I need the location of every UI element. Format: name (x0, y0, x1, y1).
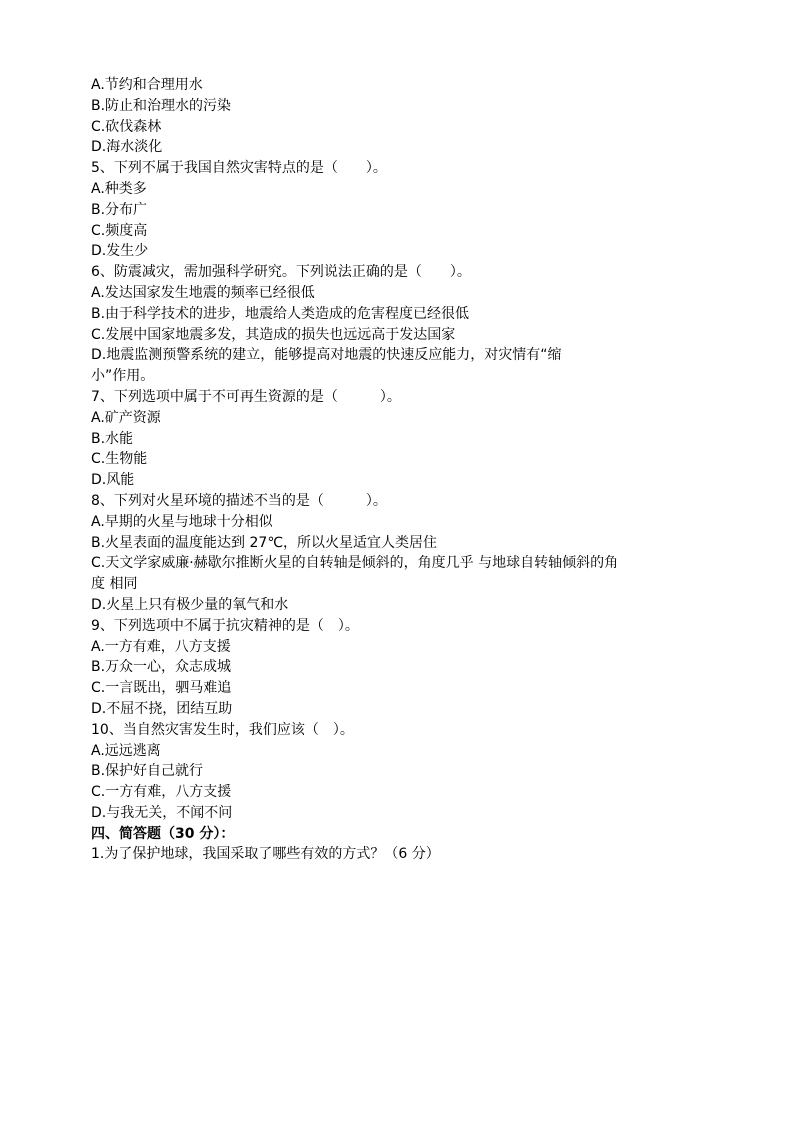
option-line: B.万众一心，众志成城 (91, 659, 232, 676)
option-line: A.节约和合理用水 (91, 77, 203, 93)
option-line: C.发展中国家地震多发，其造成的损失也远远高于发达国家 (91, 326, 456, 343)
option-line: D.火星上只有极少量的氧气和水 (91, 596, 289, 613)
question-line: 5、下列不属于我国自然灾害特点的是（ ）。 (91, 160, 387, 177)
question-line: 8、下列对火星环境的描述不当的是（ ）。 (91, 492, 387, 509)
option-line: D.发生少 (91, 243, 149, 260)
option-line: C.砍伐森林 (91, 118, 162, 135)
option-line: B.保护好自己就行 (91, 763, 204, 780)
option-line: D.风能 (91, 472, 135, 489)
option-line: C.天文学家威廉·赫歇尔推断火星的自转轴是倾斜的，角度几乎 与地球自转轴倾斜的角 (91, 555, 619, 572)
question-line: 1.为了保护地球，我国采取了哪些有效的方式？（6 分） (91, 846, 440, 863)
option-line: D.海水淡化 (91, 139, 163, 156)
option-line-continuation: 度 相同 (91, 576, 138, 593)
option-line: A.发达国家发生地震的频率已经很低 (91, 284, 315, 301)
option-line: A.矿产资源 (91, 409, 161, 426)
option-line: C.一言既出，驷马难追 (91, 680, 232, 697)
question-line: 9、下列选项中不属于抗灾精神的是（ ）。 (91, 617, 359, 634)
question-line: 10、当自然灾害发生时，我们应该（ ）。 (91, 721, 354, 738)
option-line: C.频度高 (91, 222, 148, 239)
question-line: 6、防震减灾，需加强科学研究。下列说法正确的是（ ）。 (91, 264, 471, 281)
option-line: B.防止和治理水的污染 (91, 97, 232, 114)
option-line: C.生物能 (91, 451, 148, 468)
section-heading: 四、简答题（30 分）： (91, 825, 235, 842)
question-line: 7、下列选项中属于不可再生资源的是（ ）。 (91, 388, 401, 405)
option-line: D.与我无关，不闻不问 (91, 804, 233, 821)
option-line: A.一方有难，八方支援 (91, 638, 231, 655)
option-line: A.远远逃离 (91, 742, 161, 759)
option-line: A.种类多 (91, 180, 147, 197)
option-line-continuation: 小”作用。 (91, 368, 155, 385)
option-line: B.水能 (91, 430, 134, 447)
option-line: B.火星表面的温度能达到 27℃，所以火星适宜人类居住 (91, 534, 438, 551)
option-line: D.不屈不挠，团结互助 (91, 700, 233, 717)
option-line: C.一方有难，八方支援 (91, 784, 232, 801)
exam-content (91, 75, 711, 865)
option-line: D.地震监测预警系统的建立，能够提高对地震的快速反应能力，对灾情有“缩 (91, 347, 562, 364)
option-line: A.早期的火星与地球十分相似 (91, 513, 273, 530)
option-line: B.分布广 (91, 201, 148, 218)
option-line: B.由于科学技术的进步，地震给人类造成的危害程度已经很低 (91, 305, 470, 322)
